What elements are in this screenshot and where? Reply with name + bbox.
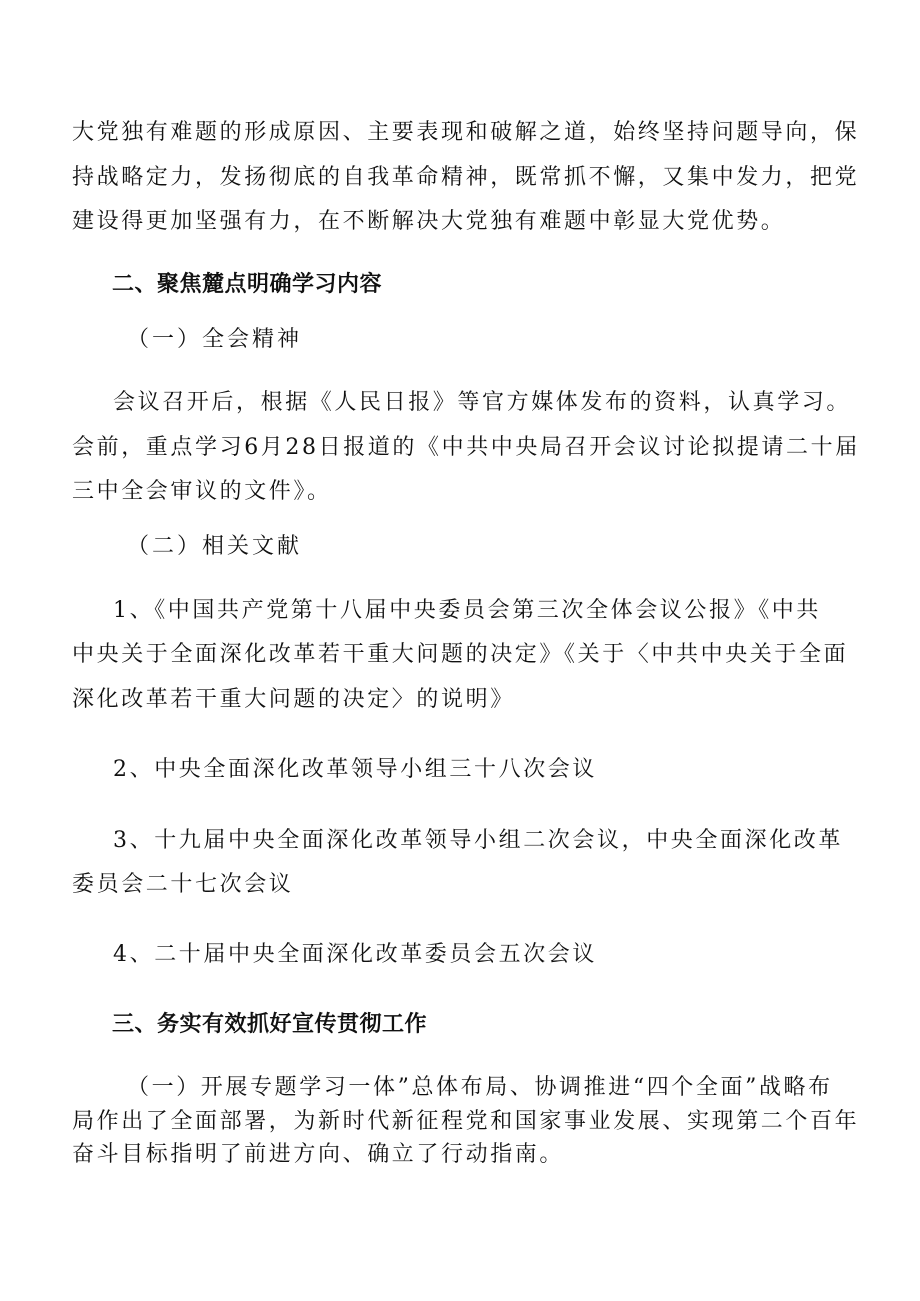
list-item-line: 深化改革若干重大问题的决定〉的说明》: [72, 687, 515, 712]
subsection-heading-2: （二）相关文献: [127, 534, 303, 559]
subsection-heading-1: （一）全会精神: [127, 327, 303, 352]
paragraph-line: 会前，重点学习6月28日报道的《中共中央局召开会议讨论拟提请二十届: [72, 435, 860, 460]
paragraph-line: 三中全会审议的文件》。: [72, 479, 332, 504]
list-item: 4、二十届中央全面深化改革委员会五次会议: [113, 942, 597, 967]
paragraph-line: （一）开展专题学习一体”总体布局、协调推进“四个全面”战略布: [127, 1075, 833, 1100]
section-heading-3: 三、务实有效抓好宣传贯彻工作: [112, 1012, 428, 1037]
paragraph-line: 持战略定力，发扬彻底的自我革命精神，既常抓不懈，又集中发力，把党: [72, 165, 860, 190]
list-item-line: 3、十九届中央全面深化改革领导小组二次会议，中央全面深化改革: [113, 828, 843, 853]
section-heading-2: 二、聚焦麓点明确学习内容: [112, 272, 383, 297]
paragraph-line: 建设得更加坚强有力，在不断解决大党独有难题中彰显大党优势。: [72, 209, 786, 234]
paragraph-line: 局作出了全面部署，为新时代新征程党和国家事业发展、实现第二个百年: [72, 1109, 860, 1134]
list-item-line: 1、《中国共产党第十八届中央委员会第三次全体会议公报》《中共: [113, 598, 821, 623]
list-item-line: 委员会二十七次会议: [72, 872, 294, 897]
paragraph-line: 大党独有难题的形成原因、主要表现和破解之道，始终坚持问题导向，保: [72, 120, 860, 145]
paragraph-line: 奋斗目标指明了前进方向、确立了行动指南。: [72, 1142, 565, 1167]
list-item: 2、中央全面深化改革领导小组三十八次会议: [113, 757, 597, 782]
list-item-line: 中央关于全面深化改革若干重大问题的决定》《关于〈中共中央关于全面: [72, 642, 849, 667]
paragraph-line: 会议召开后，根据《人民日报》等官方媒体发布的资料，认真学习。: [113, 390, 852, 415]
